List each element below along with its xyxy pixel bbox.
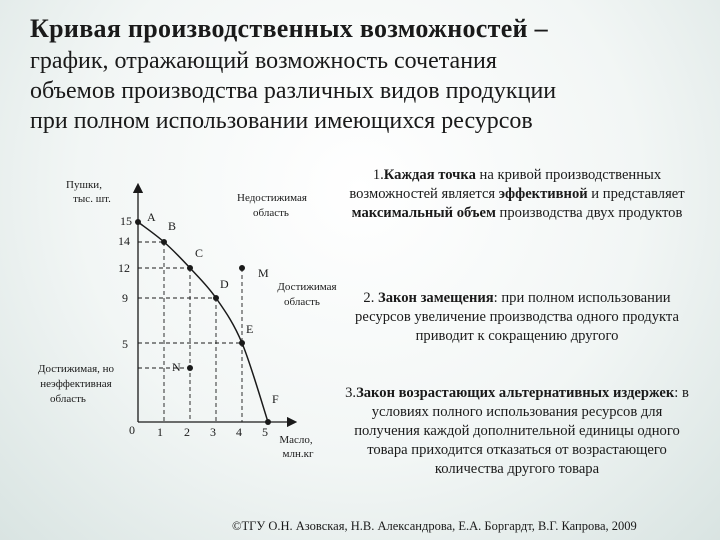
- x-axis-label-1: Масло,: [279, 434, 313, 446]
- title-line-2: объемов производства различных видов продукции: [30, 78, 557, 104]
- region-attainable-left-2: неэффективная: [40, 378, 112, 390]
- point-label-n: N: [172, 360, 181, 374]
- point-c: [187, 265, 193, 271]
- principle-2: 2. Закон замещения: при полном использовании ресурсов увеличение производства одного продукта приводит к сокращению другого: [355, 290, 679, 344]
- region-unattainable-top-1: Недостижимая: [237, 192, 307, 204]
- region-attainable-left-1: Достижимая, но: [37, 363, 115, 375]
- principle-3: 3.Закон возрастающих альтернативных издержек: в условиях полного использования ресурсов для получения каждой дополнительной единицы одного товара приходится отказаться от возрастающего количества другого товара: [345, 385, 689, 477]
- region-unattainable-right-2: область: [284, 296, 320, 308]
- x-tick-0: 0: [129, 423, 135, 437]
- y-axis-label-1: Пушки,: [66, 179, 102, 191]
- region-unattainable-top-2: область: [253, 207, 289, 219]
- point-e: [239, 340, 245, 346]
- point-label-e: E: [246, 322, 254, 336]
- point-label-b: B: [168, 219, 177, 233]
- point-b: [161, 239, 167, 245]
- y-tick-14: 14: [118, 234, 130, 248]
- x-tick-5: 5: [262, 425, 268, 439]
- y-tick-5: 5: [122, 337, 128, 351]
- x-tick-2: 2: [184, 425, 190, 439]
- production-possibilities-diagram: [0, 160, 350, 480]
- x-tick-4: 4: [236, 425, 242, 439]
- point-a: [135, 219, 141, 225]
- title-line-3: при полном использовании имеющихся ресурсов: [30, 108, 533, 134]
- principle-1: 1.Каждая точка на кривой производственных возможностей является эффективной и представляет максимальный объем производства двух продуктов: [349, 167, 685, 221]
- footer-copyright: ©ТГУ О.Н. Азовская, Н.В. Александрова, Е.А. Боргардт, В.Г. Капрова, 2009: [232, 519, 637, 533]
- slide-title: [30, 12, 710, 136]
- point-m: [239, 265, 245, 271]
- region-attainable-left-3: область: [50, 393, 86, 405]
- y-tick-9: 9: [122, 291, 128, 305]
- point-label-d: D: [220, 277, 229, 291]
- region-unattainable-right-1: Достижимая: [277, 281, 337, 293]
- y-axis-label-2: тыс. шт.: [73, 193, 111, 205]
- point-label-c: C: [195, 246, 204, 260]
- x-axis-label-2: млн.кг: [282, 448, 314, 460]
- y-tick-12: 12: [118, 261, 130, 275]
- y-tick-15: 15: [120, 214, 132, 228]
- point-d: [213, 295, 219, 301]
- title-line-1: график, отражающий возможность сочетания: [30, 48, 497, 74]
- point-label-f: F: [272, 392, 279, 406]
- title-term: Кривая производственных возможностей –: [30, 14, 548, 43]
- point-n: [187, 365, 193, 371]
- point-label-m: M: [258, 266, 269, 280]
- point-label-a: A: [147, 210, 156, 224]
- x-tick-1: 1: [157, 425, 163, 439]
- x-tick-3: 3: [210, 425, 216, 439]
